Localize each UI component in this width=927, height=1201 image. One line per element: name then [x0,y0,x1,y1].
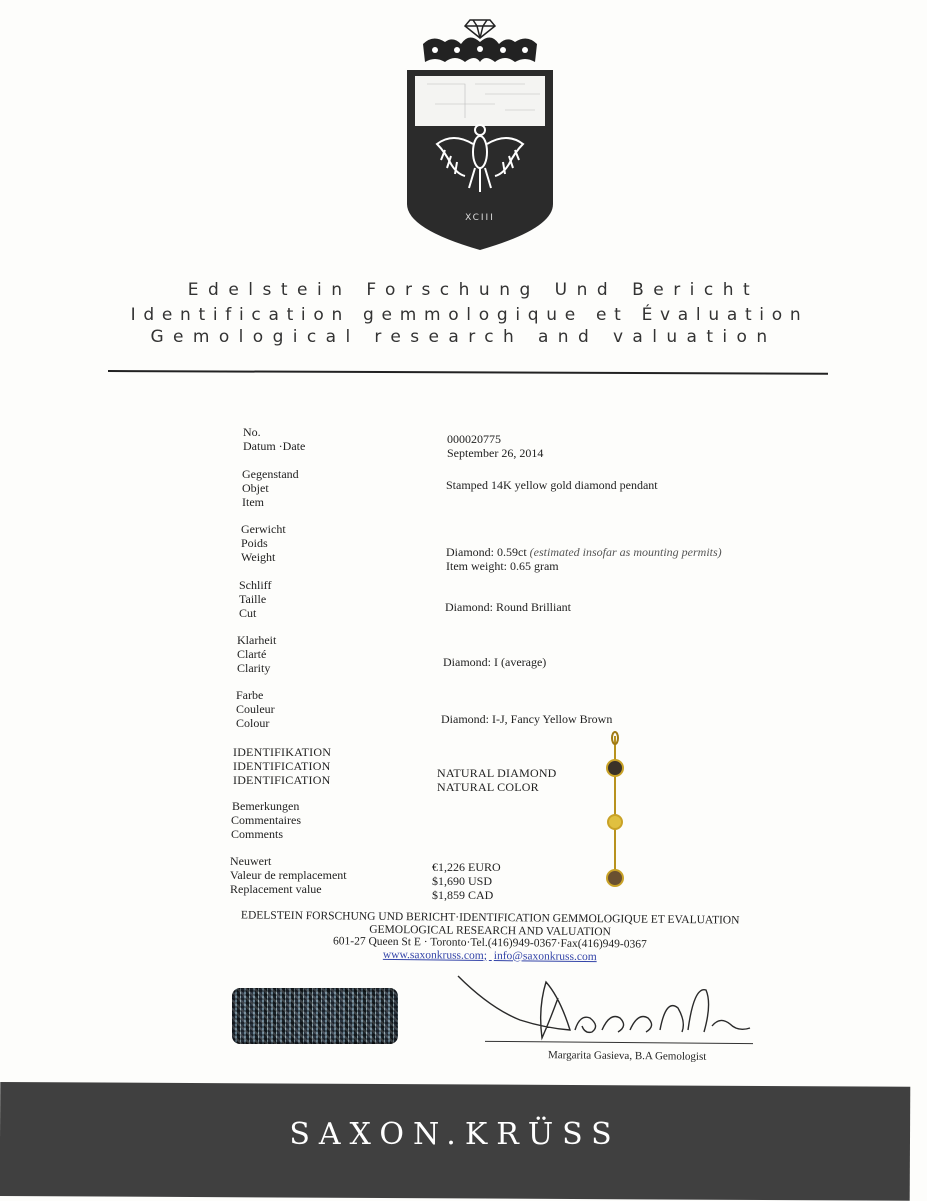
weight-label-de: Gerwicht [241,522,286,536]
footer-address: 601-27 Queen St E · Toronto·Tel.(416)949-0367·Fax(416)949-0367 [333,935,647,951]
item-label-de: Gegenstand [242,467,299,481]
report-number: 000020775 [447,432,501,446]
header-german: Edelstein Forschung Und Bericht [187,280,760,300]
crown-icon [423,37,537,62]
diamond-icon [465,20,495,38]
footer-contact [240,909,740,964]
eagle-crest-logo [405,14,555,254]
replacement-usd: $1,690 USD [432,874,493,888]
footer-tagline: GEMOLOGICAL RESEARCH AND VALUATION [369,923,611,938]
replacement-label-de: Neuwert [230,854,272,868]
replacement-label-fr: Valeur de remplacement [230,868,347,882]
clarity-label-de: Klarheit [237,633,277,647]
identification-value-1: NATURAL DIAMOND [437,766,557,780]
email-link[interactable]: info@saxonkruss.com [493,949,597,963]
item-weight: Item weight: 0.65 gram [446,559,559,573]
identification-value-2: NATURAL COLOR [437,780,539,794]
clarity-label-fr: Clarté [237,647,267,661]
number-label: No. [243,425,261,439]
gemologist-signature [450,968,760,1058]
identification-label-en: IDENTIFICATION [233,773,331,787]
item-description: Stamped 14K yellow gold diamond pendant [446,478,658,492]
signature-caption: Margarita Gasieva, B.A Gemologist [547,1049,707,1063]
comments-label-fr: Commentaires [231,813,301,827]
brand-name: SAXON.KRÜSS [289,1117,621,1152]
cut-label-fr: Taille [239,592,267,606]
pendant-photo [595,730,635,890]
footer-company-line: EDELSTEIN FORSCHUNG UND BERICHT·IDENTIFICATION GEMMOLOGIQUE ET EVALUATION [240,909,740,927]
report-date: September 26, 2014 [447,446,544,460]
cut-label-en: Cut [239,606,257,620]
cut-label-de: Schliff [239,578,272,592]
colour-label-fr: Couleur [236,702,275,716]
header-english: Gemological research and valuation [150,327,777,347]
identification-label-de: IDENTIFIKATION [233,745,332,759]
diamond-weight-value: Diamond: 0.59ct [446,545,527,559]
replacement-cad: $1,859 CAD [432,888,494,902]
clarity-label-en: Clarity [237,661,271,675]
replacement-label-en: Replacement value [230,882,322,896]
colour-value: Diamond: I-J, Fancy Yellow Brown [441,712,613,726]
date-label: Datum ·Date [243,439,306,453]
replacement-eur: €1,226 EURO [432,860,501,874]
weight-label-en: Weight [241,550,276,564]
item-label-fr: Objet [242,481,269,495]
crest-numeral: XCIII [465,213,495,223]
comments-label-en: Comments [231,827,284,841]
identification-label-fr: IDENTIFICATION [233,759,331,773]
weight-label-fr: Poids [241,536,268,550]
clarity-value: Diamond: I (average) [443,655,547,669]
diamond-weight [446,545,722,559]
website-link[interactable]: www.saxonkruss.com; [382,948,487,962]
item-label-en: Item [242,495,264,509]
hologram-seal [232,988,398,1044]
colour-label-de: Farbe [236,688,264,702]
comments-label-de: Bemerkungen [232,799,300,813]
colour-label-en: Colour [236,716,270,730]
header-divider [108,370,828,375]
weight-note: (estimated insofar as mounting permits) [529,545,722,559]
header-french: Identification gemmologique et Évaluation [130,305,809,325]
cut-value: Diamond: Round Brilliant [445,600,571,614]
